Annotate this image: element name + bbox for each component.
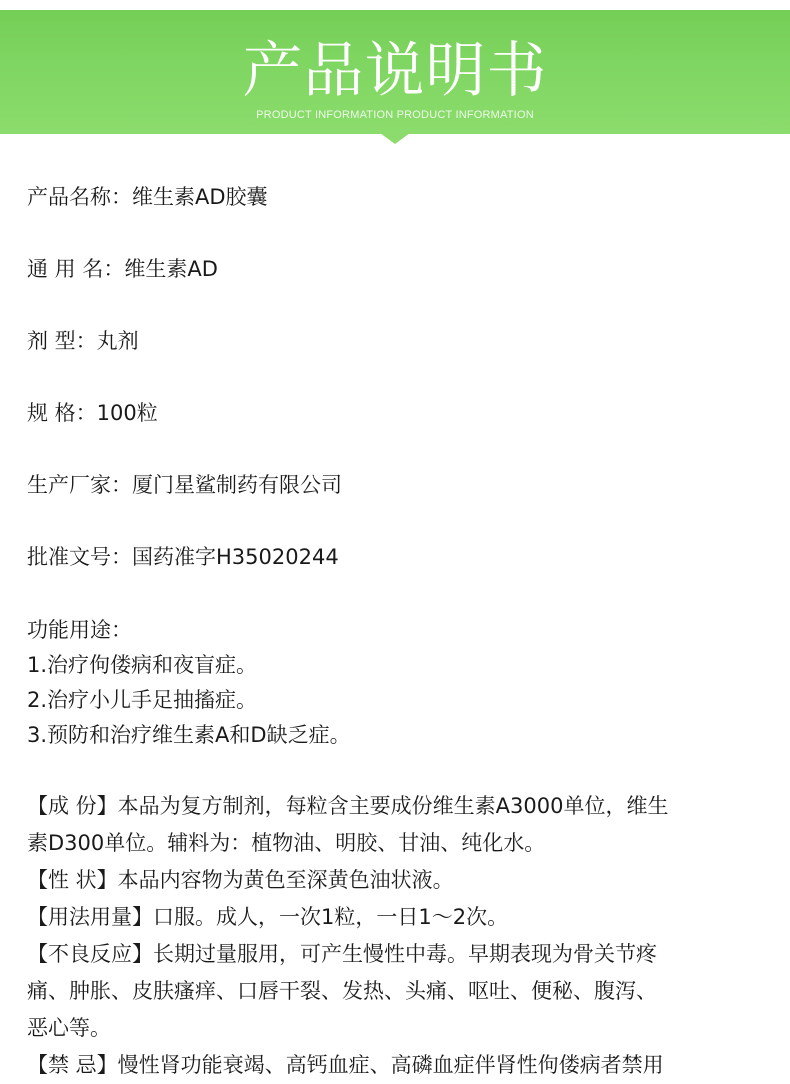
details-section: [27, 788, 772, 1084]
dosage-form: 剂 型：丸剂: [27, 329, 139, 353]
detail-line: 痛、肿胀、皮肤瘙痒、口唇干裂、发热、头痛、呕吐、便秘、腹泻、: [27, 979, 657, 1003]
specification: 规 格：100粒: [27, 401, 158, 425]
banner-arrow-icon: [380, 133, 410, 144]
indications-heading: 功能用途：: [27, 618, 132, 642]
detail-line: 恶心等。: [27, 1016, 111, 1040]
detail-line: 【禁 忌】慢性肾功能衰竭、高钙血症、高磷血症伴肾性佝偻病者禁用: [27, 1053, 664, 1077]
product-name: 产品名称：维生素AD胶囊: [27, 185, 268, 209]
indication-item: 3.预防和治疗维生素A和D缺乏症。: [27, 723, 351, 747]
indication-item: 1.治疗佝偻病和夜盲症。: [27, 653, 258, 677]
detail-line: 【性 状】本品内容物为黄色至深黄色油状液。: [27, 868, 454, 892]
manufacturer: 生产厂家：厦门星鲨制药有限公司: [27, 473, 342, 497]
header-banner: [0, 10, 790, 134]
detail-line: 【不良反应】长期过量服用，可产生慢性中毒。早期表现为骨关节疼: [27, 942, 657, 966]
common-name: 通 用 名：维生素AD: [27, 257, 218, 281]
detail-line: 【用法用量】口服。成人，一次1粒，一日1～2次。: [27, 905, 509, 929]
banner-subtitle: PRODUCT INFORMATION PRODUCT INFORMATION: [256, 109, 534, 121]
approval-number: 批准文号：国药准字H35020244: [27, 545, 339, 569]
indication-item: 2.治疗小儿手足抽搐症。: [27, 688, 258, 712]
detail-line: 素D300单位。辅料为：植物油、明胶、甘油、纯化水。: [27, 831, 546, 855]
detail-line: 【成 份】本品为复方制剂，每粒含主要成份维生素A3000单位，维生: [27, 794, 669, 818]
banner-title: 产品说明书: [242, 36, 548, 106]
